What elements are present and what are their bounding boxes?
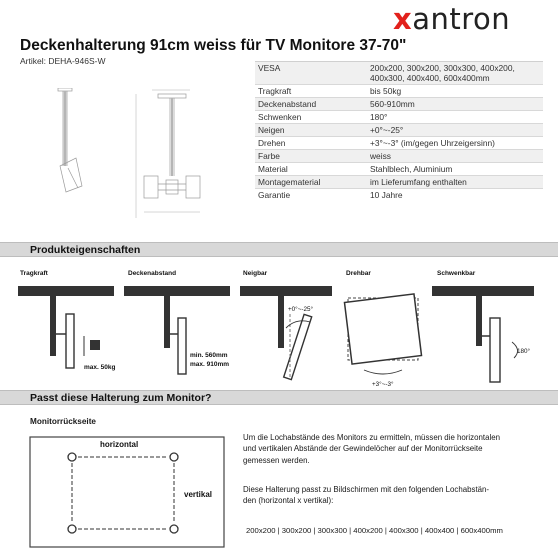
vertical-label: vertikal bbox=[184, 490, 213, 499]
spec-row-tragkraft bbox=[255, 85, 543, 98]
spec-key: Drehen bbox=[258, 138, 286, 148]
fit-description-line: Um die Lochabstände des Monitors zu ermitteln, müssen die horizontalen bbox=[243, 433, 501, 442]
neigbar-angle: +0°~-25° bbox=[288, 306, 313, 313]
spec-value: weiss bbox=[367, 150, 543, 163]
weight-icon bbox=[90, 340, 100, 350]
horizontal-label: horizontal bbox=[100, 440, 139, 449]
feature-label-drehbar: Drehbar bbox=[346, 270, 371, 277]
spec-key: Schwenken bbox=[258, 112, 302, 122]
monitor-back-subtitle: Monitorrückseite bbox=[30, 417, 96, 426]
spec-value: 560-910mm bbox=[367, 98, 543, 111]
spec-key: Montagematerial bbox=[255, 176, 367, 189]
mount-hole bbox=[68, 525, 76, 533]
specs-table bbox=[255, 61, 543, 201]
spec-value bbox=[367, 62, 543, 85]
spec-row-deckenabstand bbox=[255, 98, 543, 111]
drehbar-angle: +3°~-3° bbox=[372, 381, 394, 388]
brand-logo-x: x bbox=[393, 2, 413, 36]
spec-key: Deckenabstand bbox=[255, 98, 367, 111]
spec-value: +3°~-3° (im/gegen Uhrzeigersinn) bbox=[370, 138, 495, 148]
fit-compat-description bbox=[243, 484, 489, 507]
mount-hole bbox=[68, 453, 76, 461]
fit-description-line: den (horizontal x vertikal): bbox=[243, 496, 334, 506]
section-title: Passt diese Halterung zum Monitor? bbox=[30, 392, 212, 404]
spec-key: Farbe bbox=[255, 150, 367, 163]
spec-row-neigen bbox=[255, 124, 543, 137]
drehbar-illustration bbox=[340, 278, 430, 388]
schwenkbar-illustration bbox=[432, 278, 536, 388]
schwenkbar-angle: 180° bbox=[517, 348, 531, 355]
spec-row-drehen bbox=[255, 137, 543, 150]
spec-key: Garantie bbox=[258, 190, 291, 200]
spec-row-farbe bbox=[255, 150, 543, 163]
spec-row-material bbox=[255, 163, 543, 176]
neigbar-illustration bbox=[240, 278, 336, 388]
mount-hole bbox=[170, 453, 178, 461]
feature-label-neigbar: Neigbar bbox=[243, 270, 268, 277]
monitor-back-diagram bbox=[28, 435, 228, 551]
fit-description-line: gemessen werden. bbox=[243, 455, 310, 465]
spec-value: 180° bbox=[370, 112, 388, 122]
section-header-features bbox=[0, 242, 558, 257]
spec-key: Neigen bbox=[255, 124, 367, 137]
spec-row-vesa bbox=[255, 62, 543, 85]
tragkraft-illustration bbox=[18, 278, 120, 388]
deckenabstand-note-min: min. 560mm bbox=[190, 352, 228, 359]
spec-value: im Lieferumfang enthalten bbox=[367, 176, 543, 189]
spec-value: 10 Jahre bbox=[370, 190, 403, 200]
spec-key: VESA bbox=[255, 62, 367, 85]
spec-key: Material bbox=[258, 164, 288, 174]
spec-row-schwenken bbox=[255, 111, 543, 124]
section-header-fit bbox=[0, 390, 558, 405]
feature-label-tragkraft: Tragkraft bbox=[20, 270, 48, 277]
brand-logo-text: antron bbox=[412, 2, 511, 36]
section-title: Produkteigenschaften bbox=[30, 244, 141, 256]
tragkraft-note: max. 50kg bbox=[84, 364, 116, 371]
spec-value-line: 400x300, 400x400, 600x400mm bbox=[370, 73, 490, 83]
article-number: Artikel: DEHA-946S-W bbox=[20, 56, 106, 66]
deckenabstand-illustration bbox=[124, 278, 236, 388]
spec-row-garantie bbox=[255, 189, 543, 202]
fit-description-line: Diese Halterung passt zu Bildschirmen mit den folgenden Lochabstän- bbox=[243, 485, 490, 494]
fit-description-line: und vertikalen Abstände der Gewindelöcher auf der Monitorrückseite bbox=[243, 444, 483, 454]
deckenabstand-note-max: max. 910mm bbox=[190, 361, 230, 368]
brand-logo bbox=[393, 2, 553, 36]
mount-hole bbox=[170, 525, 178, 533]
spec-row-montagematerial bbox=[255, 176, 543, 189]
vesa-size-list: 200x200 | 300x200 | 300x300 | 400x200 | 400x300 | 400x400 | 600x400mm bbox=[246, 526, 503, 535]
spec-value: +0°~-25° bbox=[367, 124, 543, 137]
product-technical-drawing bbox=[40, 88, 250, 238]
spec-value-line: 200x200, 300x200, 300x300, 400x200, bbox=[370, 63, 515, 73]
fit-description bbox=[243, 432, 500, 466]
spec-key: Tragkraft bbox=[258, 86, 292, 96]
feature-label-schwenkbar: Schwenkbar bbox=[437, 270, 476, 277]
product-title: Deckenhalterung 91cm weiss für TV Monitore 37-70" bbox=[20, 37, 407, 54]
feature-label-deckenabstand: Deckenabstand bbox=[128, 270, 177, 277]
spec-value: Stahlblech, Aluminium bbox=[370, 164, 453, 174]
spec-value: bis 50kg bbox=[370, 86, 402, 96]
